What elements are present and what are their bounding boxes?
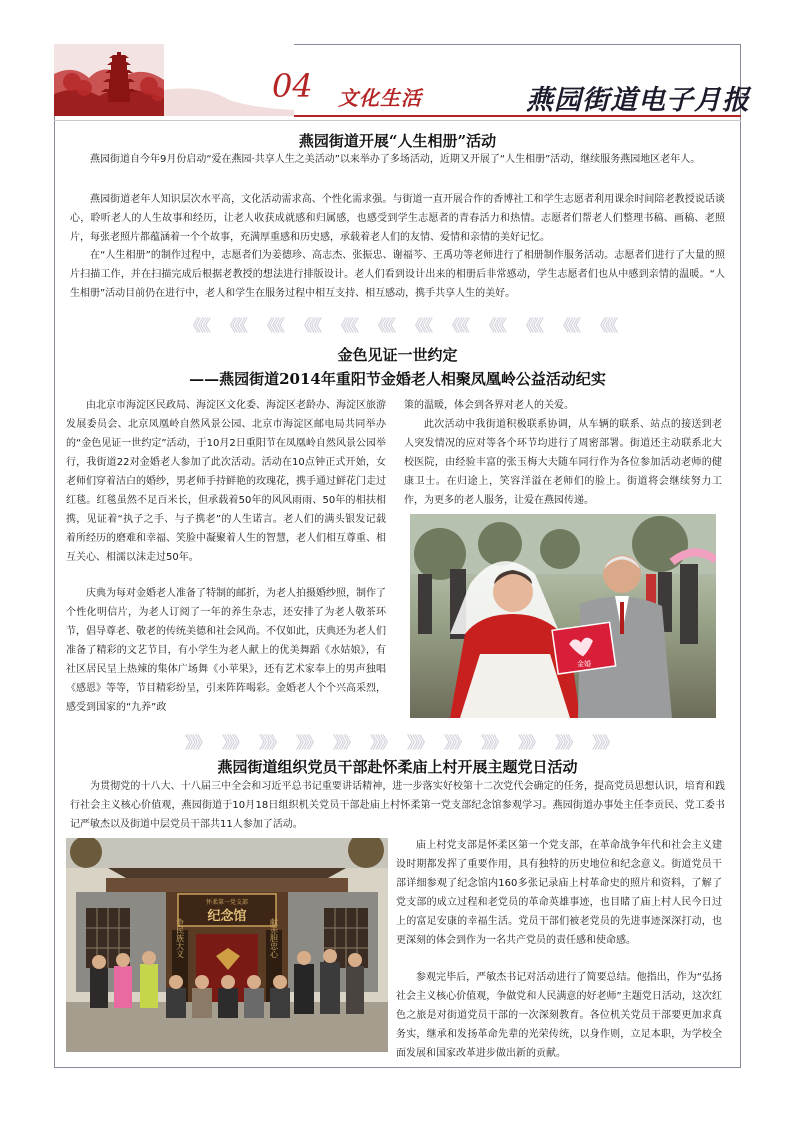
memorial-sign-top: 怀柔第一党支部 bbox=[205, 899, 249, 906]
couplet-right: 献赤胆忠心 bbox=[269, 918, 279, 958]
memorial-hall-group-photo bbox=[66, 838, 388, 1052]
section-divider: 《《《 《《《 《《《 《《《 《《《 《《《 《《《 《《《 《《《 《《《 《《《 《《《 bbox=[184, 315, 616, 335]
pagoda-banner-illustration bbox=[54, 44, 294, 116]
article1-paragraph-2: 燕园街道老年人知识层次水平高，文化活动需求高、个性化需求强。与街道一直开展合作的香博社工和学生志愿者利用课余时间陪老教授说话谈心，聆听老人的人生故事和经历，让老人收获成就感和归属感，也感受到学生志愿者的青春活力和热情。志愿者们帮老人们整理书稿、画稿、老照片，每张老照片都蕴涵着一个个故事，充满厚重感和历史感，承载着老人们的友情、爱情和亲情的美好记忆。 bbox=[70, 194, 725, 243]
article2-left-paragraph-2: 庆典为每对金婚老人准备了特制的邮折，为老人拍摄婚纱照，制作了个性化明信片，为老人订阅了一年的养生杂志，还安排了为老人敬茶环节，倡导尊老、敬老的传统美德和社会风尚。不仅如此，庆典还为老人们准备了精彩的文艺节目，有小学生为老人献上的优美舞蹈《水姑娘》，有社区居民呈上热辣的集体广场舞《小苹果》，还有艺术家奉上的男声独唱《感恩》等等，节目精彩纷呈，引来阵阵喝彩。金婚老人个个兴高采烈，感受到国家的“九养”政 bbox=[66, 588, 386, 713]
newspaper-title: 燕园街道电子月报 bbox=[526, 85, 750, 116]
article3-right-paragraph-2: 参观完毕后，严敏杰书记对活动进行了简要总结。他指出，作为“弘扬社会主义核心价值观，争做党和人民满意的好老师”主题党日活动，这次红色之旅是对街道党员干部的一次深刻教育。各位机关党员干部要更加求真务实，继承和发扬革命先辈的光荣传统，以身作则，立足本职，为学校全面发展和国家改革进步做出新的贡献。 bbox=[396, 972, 722, 1059]
section-divider-2: 》》》 》》》 》》》 》》》 》》》 》》》 》》》 》》》 》》》 》》》 》》》 》》》 bbox=[184, 732, 616, 752]
article3-right-paragraph-1: 庙上村党支部是怀柔区第一个党支部，在革命战争年代和社会主义建设时期都发挥了重要作用，具有独特的历史地位和纪念意义。街道党员干部详细参观了纪念馆内160多张记录庙上村革命史的照片和资料，了解了党支部的成立过程和老党员的革命英雄事迹，也目睹了庙上村人民今日过上的富足安康的幸福生活。党员干部们被老党员的先进事迹深深打动，也更深刻的体会到作为一名共产党员的责任感和使命感。 bbox=[396, 840, 722, 946]
article1-paragraph-3: 在“人生相册”的制作过程中，志愿者们为姜德珍、高志杰、张振忠、谢福芩、王禹功等老师进行了相册制作服务活动。志愿者们进行了大量的照片扫描工作，并在扫描完成后根据老教授的想法进行排版设计。老人们看到设计出来的相册后非常感动，学生志愿者们也从中感到亲情的温暖。“人生相册”活动目前仍在进行中，老人和学生在服务过程中相互支持、相互感动，携手共享人生的美好。 bbox=[70, 250, 725, 299]
header-divider bbox=[54, 120, 741, 121]
article2-right-paragraph-1: 策的温暖，体会到各界对老人的关爱。 bbox=[404, 400, 574, 411]
card-label: 金婚 bbox=[577, 660, 591, 668]
article3-intro: 为贯彻党的十八大、十八届三中全会和习近平总书记重要讲话精神，进一步落实好校第十二次党代会确定的任务，提高党员思想认识，培育和践行社会主义核心价值观，燕园街道于10月18日组织机关党员干部赴庙上村怀柔第一党支部纪念馆参观学习。燕园街道办事处主任李贡民、党工委书记严敏杰以及街道中层党员干部共11人参加了活动。 bbox=[70, 781, 725, 830]
article3-title: 燕园街道组织党员干部赴怀柔庙上村开展主题党日活动 bbox=[217, 758, 578, 776]
article1-title: 燕园街道开展“人生相册”活动 bbox=[298, 132, 497, 150]
article2-left-paragraph-1: 由北京市海淀区民政局、海淀区文化委、海淀区老龄办、海淀区旅游发展委员会、北京凤凰岭自然风景公园、北京市海淀区邮电局共同举办的“金色见证一世约定”活动，于10月2日重阳节在凤凰岭自然风景公园举行，我街道22对金婚老人参加了此次活动。活动在10点钟正式开始，女老师们穿着洁白的婚纱，男老师手持鲜艳的玫瑰花，携手通过鲜花门走过红毯。红毯虽然不足百米长，但承载着50年的风风雨雨、50年的相扶相携，见证着“执子之手、与子携老”的人生诺言。老人们的满头银发记载着所经历的磨难和幸福、笑脸中凝聚着人生的智慧，老人们相互尊重、相互关心、相濡以沫走过50年。 bbox=[66, 400, 386, 563]
couplet-left: 争民族大义 bbox=[175, 918, 185, 958]
article1-paragraph-1: 燕园街道自今年9月份启动“爱在燕园·共享人生之美活动”以来举办了多场活动，近期又开展了“人生相册”活动，继续服务燕园地区老年人。 bbox=[90, 154, 701, 165]
golden-wedding-couple-photo bbox=[410, 514, 716, 718]
article2-title: 金色见证一世约定 bbox=[337, 346, 458, 364]
article2-right-paragraph-2: 此次活动中我街道积极联系协调，从车辆的联系、站点的接送到老人突发情况的应对等各个环节均进行了周密部署。街道还主动联系北大校医院，由经验丰富的张玉梅大夫随车同行作为各位参加活动老师的健康卫士。在归途上，笑容洋溢在老师们的脸上。街道将会继续努力工作，为更多的老人服务，让爱在燕园传递。 bbox=[404, 419, 722, 506]
section-name: 文化生活 bbox=[338, 86, 422, 110]
page-number: 04 bbox=[272, 67, 313, 105]
article2-subtitle: ——燕园街道2014年重阳节金婚老人相聚凤凰岭公益活动纪实 bbox=[189, 370, 606, 388]
memorial-sign-main: 纪念馆 bbox=[207, 909, 247, 924]
